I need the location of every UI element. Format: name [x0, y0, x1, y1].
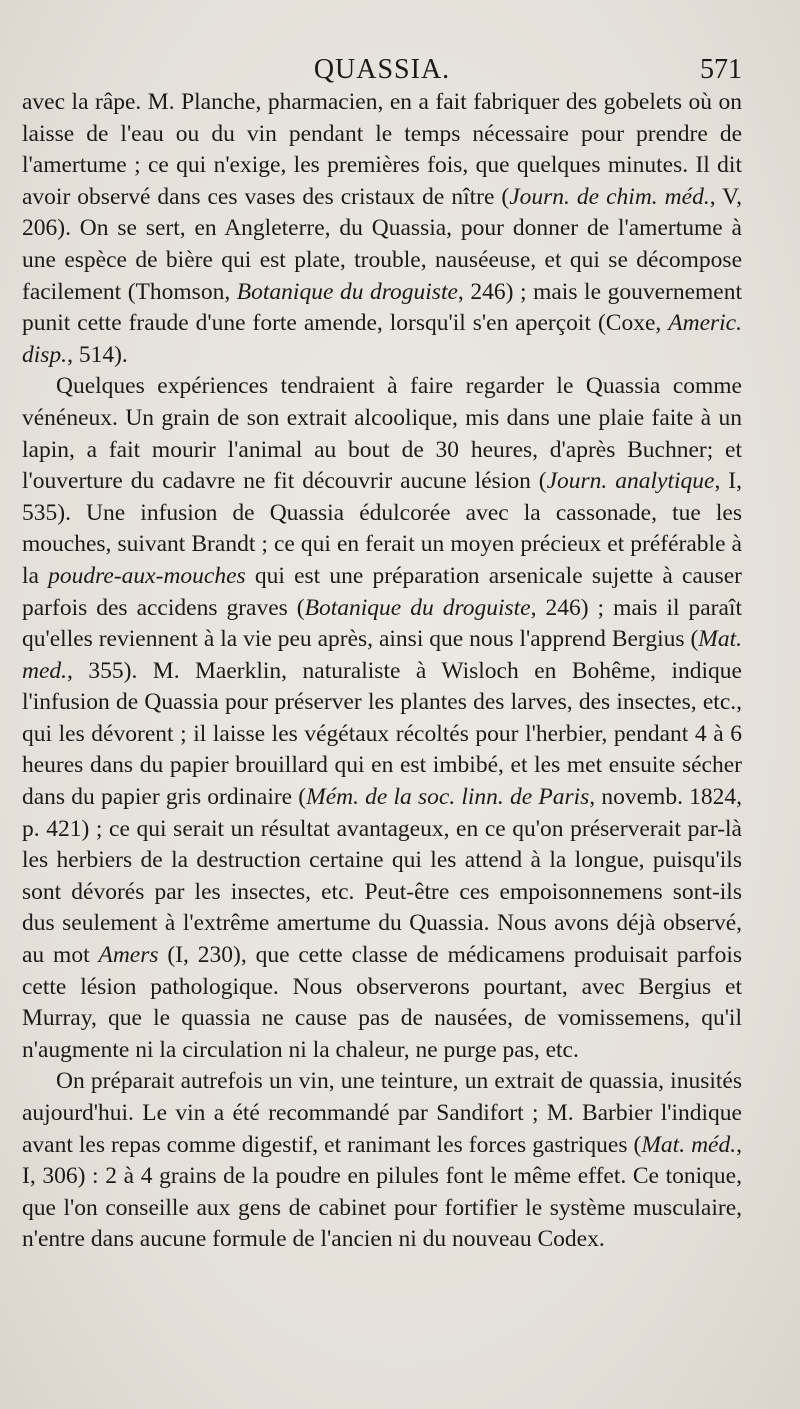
text-segment: On préparait autrefois un vin, une teinture, un extrait de quassia, inusités aujourd'hui. Le vin a été recommandé par Sandifort ; M. Barbier l'indique avant les repas comme digestif, et ranimant les forces gastriques (: [22, 1068, 742, 1158]
text-segment: , 246) ; mais il paraît qu'elles reviennent à la vie peu après, ainsi que nous l'apprend Bergius (: [22, 594, 742, 653]
text-segment: , 246) ; mais le gouvernement punit cette fraude d'une forte amende, lorsqu'il s'en aperçoit (Coxe,: [22, 278, 742, 337]
citation: Botanique du droguiste: [236, 278, 458, 305]
paragraph-1: [22, 87, 742, 371]
text-segment: Quelques expériences tendraient à faire regarder le Quassia comme vénéneux. Un grain de son extrait alcoolique, mis dans une plaie faite à un lapin, a fait mourir l'animal au bout de 30 heures, d'après Buchner; et l'ouverture du cadavre ne fit découvrir aucune lésion (: [22, 373, 742, 495]
body-text: [22, 87, 742, 1256]
citation: Mém. de la soc. linn. de Paris: [306, 784, 590, 811]
text-segment: , I, 306) : 2 à 4 grains de la poudre en pilules font le même effet. Ce tonique, que l'on conseille aux gens de cabinet pour fortifier le système musculaire, n'entre dans aucune formule de l'ancien ni du nouveau Codex.: [22, 1131, 742, 1253]
text-segment: , 355). M. Maerklin, naturaliste à Wisloch en Bohême, indique l'infusion de Quassia pour préserver les plantes des larves, des insectes, etc., qui les dévorent ; il laisse les végétaux récoltés pour l'herbier, pendant 4 à 6 heures dans du papier brouillard qui en est imbibé, et les met ensuite sécher dans du papier gris ordinaire (: [22, 657, 742, 811]
paragraph-3: [22, 1066, 742, 1256]
citation: Mat. med.: [22, 626, 742, 684]
italic-term: Amers: [98, 942, 159, 969]
running-head: [22, 52, 742, 92]
page-title: QUASSIA.: [313, 54, 451, 85]
italic-term: poudre-aux-mouches: [48, 562, 246, 589]
citation: Americ. disp.: [22, 310, 742, 368]
text-segment: , V, 206). On se sert, en Angleterre, du Quassia, pour donner de l'amertume à une espèce de bière qui est plate, trouble, nauséeuse, et qui se décompose facilement (Thomson,: [22, 183, 742, 305]
text-segment: , 514).: [67, 341, 128, 368]
text-segment: (I, 230), que cette classe de médicamens produisait parfois cette lésion pathologique. Nous observerons pourtant, avec Bergius et Murray, que le quassia ne cause pas de nausées, de vomissemens, qu'il n'augmente ni la circulation ni la chaleur, ne purge pas, etc.: [22, 942, 742, 1063]
citation: Mat. méd.: [641, 1131, 737, 1158]
page-number: 571: [700, 54, 742, 85]
text-segment: , novemb. 1824, p. 421) ; ce qui serait un résultat avantageux, en ce qu'on préserverait par-là les herbiers de la destruction certaine qui les attend à la longue, puisqu'ils sont dévorés par les insectes, etc. Peut-être ces empoisonnemens sont-ils dus seulement à l'extrême amertume du Quassia. Nous avons déjà observé, au mot: [22, 784, 743, 969]
text-segment: qui est une préparation arsenicale sujette à causer parfois des accidens graves (: [22, 562, 742, 621]
text-segment: , I, 535). Une infusion de Quassia édulcorée avec la cassonade, tue les mouches, suivant Brandt ; ce qui en ferait un moyen précieux et préférable à la: [22, 468, 742, 589]
text-segment: avec la râpe. M. Planche, pharmacien, en a fait fabriquer des gobelets où on laisse de l'eau ou du vin pendant le temps nécessaire pour prendre de l'amertume ; ce qui n'exige, les premières fois, que quelques minutes. Il dit avoir observé dans ces vases des cristaux de nître (: [22, 89, 742, 210]
citation: Journ. de chim. méd.: [509, 183, 710, 210]
citation: Journ. analytique: [546, 468, 715, 495]
paragraph-2: [22, 371, 742, 1066]
citation: Botanique du droguiste: [304, 594, 531, 621]
